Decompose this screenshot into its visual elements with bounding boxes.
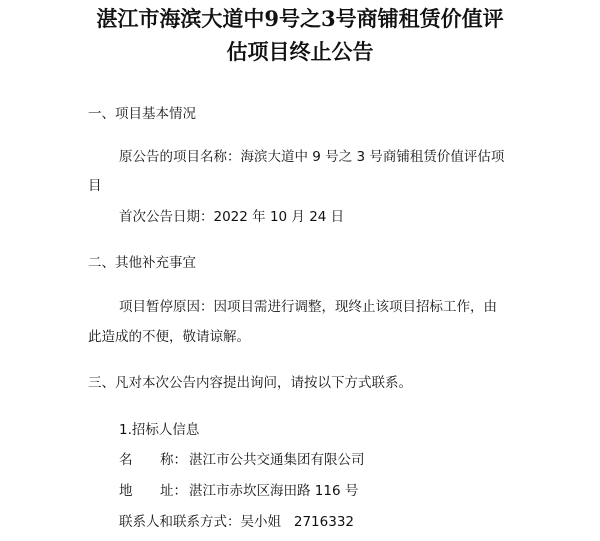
name-label-char-1: 名 — [119, 452, 133, 468]
suspension-reason: 项目暂停原因：因项目需进行调整，现终止该项目招标工作，由 — [119, 299, 497, 315]
original-project-name: 原公告的项目名称：海滨大道中 9 号之 3 号商铺租赁价值评估项 — [119, 149, 505, 165]
tenderer-name: 湛江市公共交通集团有限公司 — [189, 452, 365, 468]
original-project-name-continued: 目 — [88, 178, 102, 194]
document-title-line-2: 估项目终止公告 — [226, 39, 374, 64]
address-label-char-2: 址： — [160, 483, 187, 499]
section-heading-contact: 三、凡对本次公告内容提出询问，请按以下方式联系。 — [88, 375, 412, 391]
tenderer-info-heading: 1.招标人信息 — [119, 422, 200, 438]
first-announcement-date: 首次公告日期：2022 年 10 月 24 日 — [119, 209, 345, 225]
address-label-char-1: 地 — [119, 483, 133, 499]
section-heading-basic-info: 一、项目基本情况 — [88, 106, 196, 122]
contact-person: 联系人和联系方式：吴小姐 2716332 — [119, 514, 354, 530]
tenderer-address: 湛江市赤坎区海田路 116 号 — [189, 483, 359, 499]
suspension-reason-continued: 此造成的不便，敬请谅解。 — [88, 329, 250, 345]
name-label-char-2: 称： — [160, 452, 187, 468]
section-heading-supplementary: 二、其他补充事宜 — [88, 255, 196, 271]
document-title-line-1: 湛江市海滨大道中9号之3号商铺租赁价值评 — [96, 6, 504, 31]
